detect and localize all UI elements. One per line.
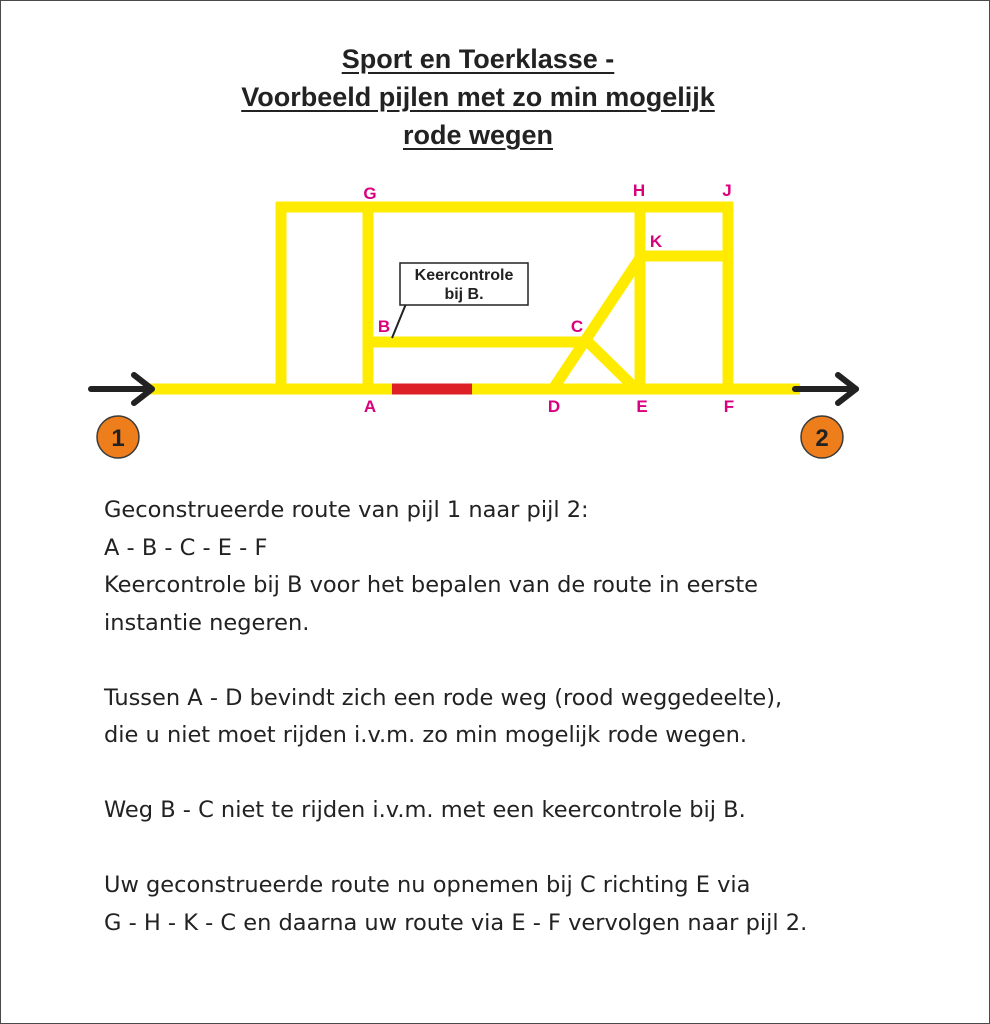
text-line: G - H - K - C en daarna uw route via E - F vervolgen naar pijl 2. — [104, 909, 808, 936]
label-b: B — [377, 317, 391, 336]
label-a: A — [363, 397, 377, 416]
text-line: Tussen A - D bevindt zich een rode weg (rood weggedeelte), — [104, 684, 783, 711]
route-diagram — [0, 0, 990, 480]
title-line-2: Voorbeeld pijlen met zo min mogelijk — [241, 82, 715, 112]
label-k: K — [649, 232, 663, 251]
start-badge — [97, 416, 139, 458]
label-h: H — [632, 181, 646, 200]
label-e: E — [636, 397, 648, 416]
text-line: Keercontrole bij B voor het bepalen van de route in eerste — [104, 572, 758, 598]
callout-line-1: Keercontrole — [414, 267, 514, 284]
title-line-1: Sport en Toerklasse - — [341, 44, 615, 74]
text-line: Uw geconstrueerde route nu opnemen bij C richting E via — [104, 872, 751, 898]
paragraph-keercontrole — [104, 792, 924, 830]
paragraph-route — [104, 492, 924, 642]
explanation-text — [104, 492, 924, 980]
end-badge — [801, 416, 843, 458]
end-number: 2 — [815, 425, 829, 452]
text-line: Weg B - C niet te rijden i.v.m. met een keercontrole bij B. — [104, 797, 746, 823]
end-arrow — [795, 375, 856, 403]
keercontrole-callout — [392, 263, 528, 338]
text-line: A - B - C - E - F — [104, 534, 268, 561]
label-f: F — [723, 397, 735, 416]
paragraph-conclusion — [104, 867, 924, 942]
label-d: D — [547, 397, 561, 416]
label-g: G — [363, 184, 377, 203]
road-c-e-diagonal — [588, 342, 636, 389]
start-number: 1 — [111, 425, 125, 452]
label-j: J — [722, 181, 732, 200]
title-line-3: rode wegen — [402, 120, 554, 150]
text-line: Geconstrueerde route van pijl 1 naar pijl 2: — [104, 497, 589, 523]
text-line: die u niet moet rijden i.v.m. zo min mogelijk rode wegen. — [104, 722, 748, 748]
paragraph-red-road — [104, 680, 924, 755]
start-arrow — [91, 375, 152, 403]
label-c: C — [570, 317, 584, 336]
road-k-d-diagonal — [553, 258, 640, 389]
text-line: instantie negeren. — [104, 609, 310, 636]
callout-line-2: bij B. — [444, 286, 484, 303]
